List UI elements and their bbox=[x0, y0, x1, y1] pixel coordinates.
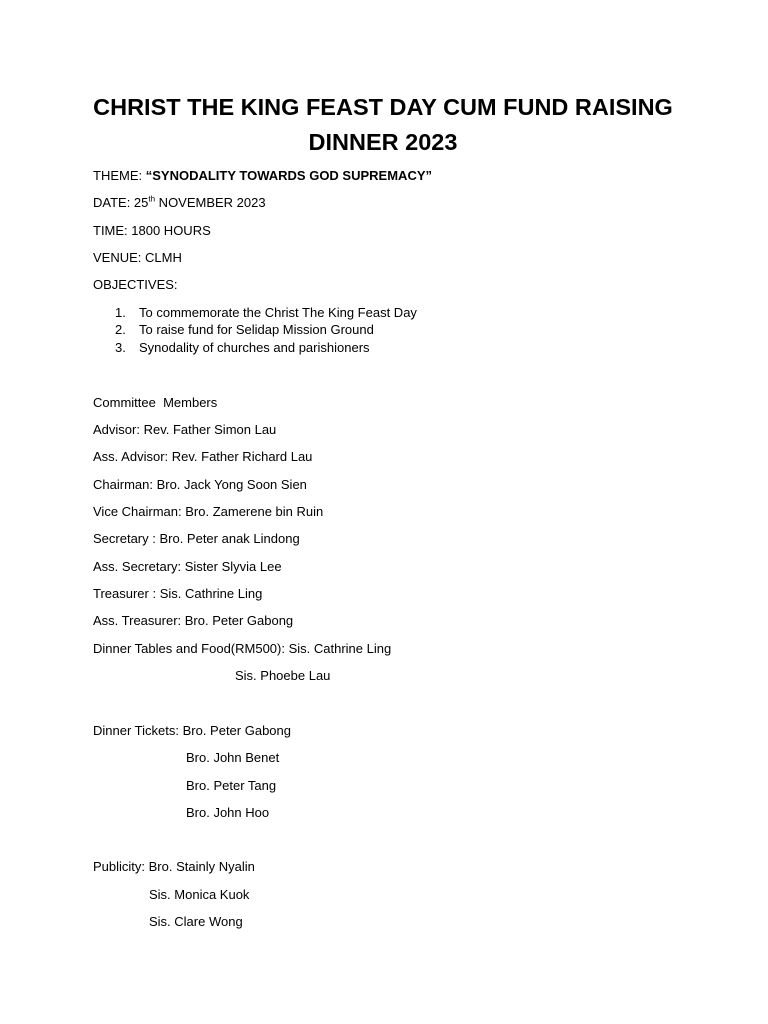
date-line bbox=[93, 195, 266, 211]
objective-text: Synodality of churches and parishioners bbox=[139, 340, 370, 355]
time-line: TIME: 1800 HOURS bbox=[93, 223, 211, 238]
member-line: Ass. Secretary: Sister Slyvia Lee bbox=[93, 559, 282, 574]
objective-number: 3. bbox=[115, 340, 126, 355]
member-line: Treasurer : Sis. Cathrine Ling bbox=[93, 586, 263, 601]
theme-value: “SYNODALITY TOWARDS GOD SUPREMACY” bbox=[145, 168, 433, 183]
member-line: Chairman: Bro. Jack Yong Soon Sien bbox=[93, 477, 307, 492]
objective-text: To commemorate the Christ The King Feast Day bbox=[139, 305, 417, 320]
member-continuation: Sis. Clare Wong bbox=[149, 914, 243, 929]
venue-line: VENUE: CLMH bbox=[93, 250, 182, 265]
date-rest: NOVEMBER 2023 bbox=[155, 195, 266, 210]
objective-number: 2. bbox=[115, 322, 126, 337]
member-continuation: Bro. John Benet bbox=[186, 750, 280, 765]
dinner-tickets-line: Dinner Tickets: Bro. Peter Gabong bbox=[93, 723, 291, 738]
date-label: DATE: 25 bbox=[93, 195, 149, 210]
objective-item bbox=[115, 322, 374, 338]
member-line: Secretary : Bro. Peter anak Lindong bbox=[93, 531, 300, 546]
date-ordinal-suffix: th bbox=[148, 194, 156, 204]
member-line: Ass. Treasurer: Bro. Peter Gabong bbox=[93, 613, 294, 628]
publicity-line: Publicity: Bro. Stainly Nyalin bbox=[93, 859, 255, 874]
member-continuation: Sis. Monica Kuok bbox=[149, 887, 250, 902]
objective-number: 1. bbox=[115, 305, 126, 320]
member-line: Ass. Advisor: Rev. Father Richard Lau bbox=[93, 449, 313, 464]
objective-item bbox=[115, 305, 417, 321]
member-line: Dinner Tables and Food(RM500): Sis. Cathrine Ling bbox=[93, 641, 392, 656]
member-continuation: Bro. Peter Tang bbox=[186, 778, 277, 793]
member-continuation: Bro. John Hoo bbox=[186, 805, 270, 820]
theme-line bbox=[93, 168, 432, 184]
member-line: Advisor: Rev. Father Simon Lau bbox=[93, 422, 277, 437]
objective-text: To raise fund for Selidap Mission Ground bbox=[139, 322, 374, 337]
theme-label: THEME: bbox=[93, 168, 146, 183]
objectives-label: OBJECTIVES: bbox=[93, 277, 178, 292]
document-title: CHRIST THE KING FEAST DAY CUM FUND RAISING DINNER 2023 bbox=[93, 94, 673, 155]
member-continuation: Sis. Phoebe Lau bbox=[235, 668, 331, 683]
member-line: Vice Chairman: Bro. Zamerene bin Ruin bbox=[93, 504, 324, 519]
objective-item bbox=[115, 340, 370, 356]
committee-heading: Committee Members bbox=[93, 395, 218, 410]
